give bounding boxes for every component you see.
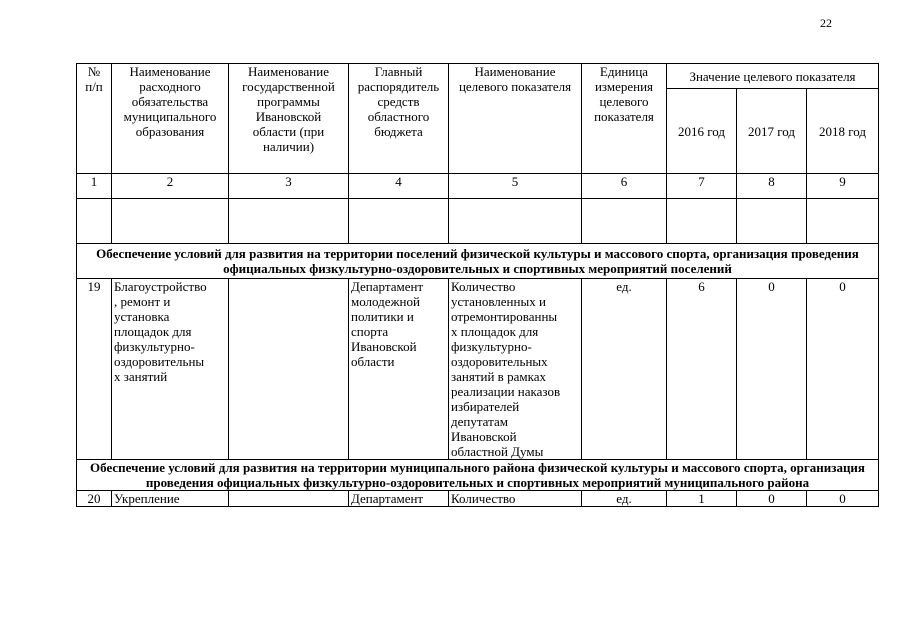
header-year-2017: 2017 год	[737, 89, 807, 174]
row-value-2016: 6	[667, 279, 737, 460]
column-number: 4	[349, 174, 449, 199]
row-unit: ед.	[582, 491, 667, 507]
empty-cell	[737, 199, 807, 244]
column-number: 1	[77, 174, 112, 199]
empty-cell	[667, 199, 737, 244]
page-number: 22	[820, 16, 832, 30]
column-number: 5	[449, 174, 582, 199]
empty-cell	[807, 199, 879, 244]
row-obligation: Укрепление	[112, 491, 229, 507]
row-unit: ед.	[582, 279, 667, 460]
column-number: 2	[112, 174, 229, 199]
row-value-2016: 1	[667, 491, 737, 507]
header-program: Наименование государственной программы Ивановской области (при наличии)	[229, 64, 349, 174]
column-number: 6	[582, 174, 667, 199]
header-administrator: Главный распорядитель средств областного бюджета	[349, 64, 449, 174]
empty-cell	[229, 199, 349, 244]
row-obligation: Благоустройство , ремонт и установка площадок для физкультурно- оздоровительны х занятий	[112, 279, 229, 460]
header-indicator: Наименование целевого показателя	[449, 64, 582, 174]
row-number: 19	[77, 279, 112, 460]
empty-cell	[449, 199, 582, 244]
table-row	[77, 491, 879, 507]
header-unit: Единица измерения целевого показателя	[582, 64, 667, 174]
row-value-2017: 0	[737, 279, 807, 460]
row-value-2018: 0	[807, 279, 879, 460]
column-number: 9	[807, 174, 879, 199]
row-administrator: Департамент	[349, 491, 449, 507]
row-program	[229, 279, 349, 460]
header-num: № п/п	[77, 64, 112, 174]
row-administrator: Департамент молодежной политики и спорта Ивановской области	[349, 279, 449, 460]
table-row	[77, 279, 879, 460]
row-value-2017: 0	[737, 491, 807, 507]
empty-row	[77, 199, 879, 244]
header-row	[77, 64, 879, 89]
header-year-2018: 2018 год	[807, 89, 879, 174]
empty-cell	[582, 199, 667, 244]
target-indicators-table	[76, 63, 879, 507]
header-year-2016: 2016 год	[667, 89, 737, 174]
column-number-row	[77, 174, 879, 199]
section-title: Обеспечение условий для развития на территории поселений физической культуры и массового спорта, организация проведения официальных физкультурно-оздоровительных и спортивных мероприятий поселений	[77, 244, 879, 279]
empty-cell	[112, 199, 229, 244]
column-number: 7	[667, 174, 737, 199]
section-row	[77, 244, 879, 279]
column-number: 8	[737, 174, 807, 199]
header-indicator-value: Значение целевого показателя	[667, 64, 879, 89]
header-obligation: Наименование расходного обязательства муниципального образования	[112, 64, 229, 174]
row-number: 20	[77, 491, 112, 507]
row-indicator: Количество установленных и отремонтированны х площадок для физкультурно- оздоровительных занятий в рамках реализации наказов избирателей депутатам Ивановской областной Думы	[449, 279, 582, 460]
section-row	[77, 460, 879, 491]
row-program	[229, 491, 349, 507]
column-number: 3	[229, 174, 349, 199]
empty-cell	[349, 199, 449, 244]
section-title: Обеспечение условий для развития на территории муниципального района физической культуры и массового спорта, организация проведения официальных физкультурно-оздоровительных и спортивных мероприятий муниципального района	[77, 460, 879, 491]
empty-cell	[77, 199, 112, 244]
row-indicator: Количество	[449, 491, 582, 507]
row-value-2018: 0	[807, 491, 879, 507]
